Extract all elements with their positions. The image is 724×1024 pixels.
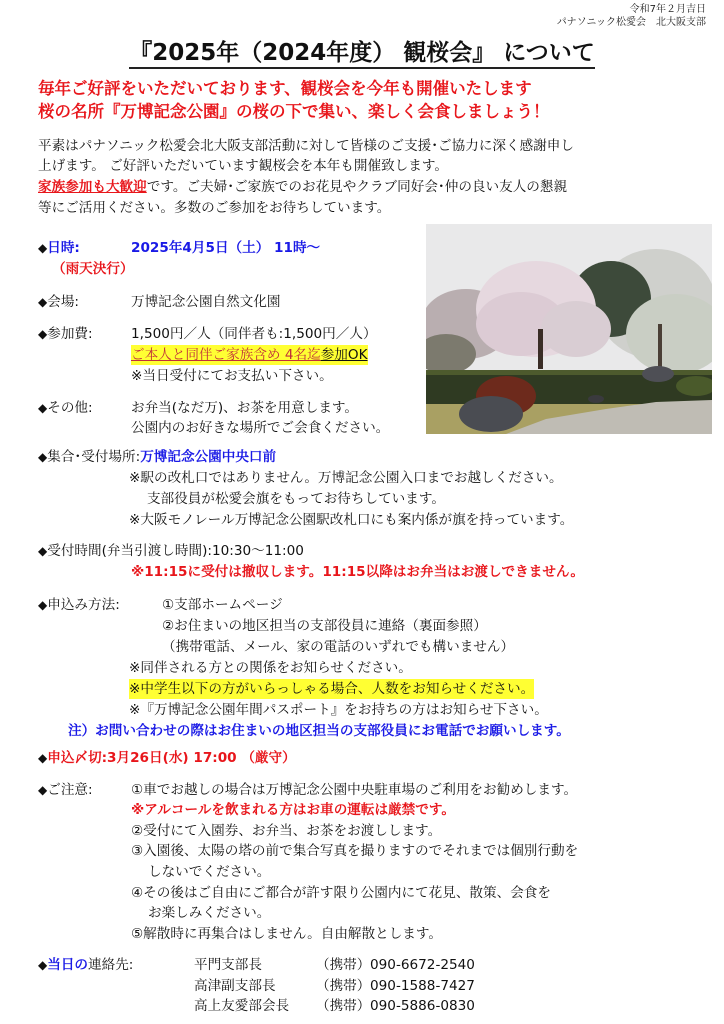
- fee-label-row: ◆参加費:: [38, 326, 93, 342]
- organization-name: パナソニック松愛会 北大阪支部: [556, 17, 706, 28]
- deadline-row: [38, 748, 296, 768]
- contact-type: （携帯）: [316, 978, 371, 994]
- other-line-2: 公園内のお好きな場所でご会食ください。: [131, 420, 390, 436]
- intro-line-2: 上げます。 ご好評いただいています観桜会を本年も開催致します。: [38, 158, 448, 174]
- meeting-place-value: 万博記念公園中央口前: [140, 449, 277, 465]
- intro-line-3: 家族参加も大歓迎です。ご夫婦･ご家族でのお花見やクラブ同好会･仲の良い友人の懇親: [38, 179, 568, 195]
- contact-type: （携帯）: [316, 957, 371, 973]
- lead-line-1: 毎年ご好評をいただいております、観桜会を今年も開催いたします: [38, 79, 532, 98]
- intro-line-1: 平素はパナソニック松愛会北大阪支部活動に対して皆様のご支援･ご協力に深く感謝申し: [38, 138, 574, 154]
- venue-label-row: ◆会場:: [38, 294, 80, 310]
- reception-time-value: 10:30～11:00: [211, 543, 304, 559]
- lead-line-2: 桜の名所『万博記念公園』の桜の下で集い、楽しく会食しましょう！: [38, 102, 550, 121]
- notice-item-3-cont: しないでください。: [148, 864, 271, 880]
- deadline-text: 申込〆切:3月26日(水) 17:00 （厳守）: [47, 750, 296, 766]
- fee-family-limit-highlight: ご本人と同伴ご家族含め 4名迄参加OK: [131, 347, 368, 363]
- fee-payment-note: ※当日受付にてお支払い下さい。: [131, 368, 333, 384]
- reception-cutoff-note: ※11:15に受付は撤収します。11:15以降はお弁当はお渡しできません。: [131, 564, 584, 580]
- notice-item-3: ③入園後、太陽の塔の前で集合写真を撮りますのでそれまでは個別行動を: [131, 843, 579, 859]
- contact-role: 平門支部長: [194, 957, 262, 973]
- page-title: 『2025年（2024年度） 観桜会』 について: [0, 34, 724, 67]
- other-label-row: ◆その他:: [38, 400, 93, 416]
- diamond-bullet-icon: ◆: [38, 783, 48, 797]
- contact-label-row: ◆当日の連絡先:: [38, 957, 134, 973]
- contact-role: 高津副支部長: [194, 978, 276, 994]
- other-line-1: お弁当(なだ万)、お茶を用意します。: [131, 400, 359, 416]
- contact-phone: 090-6672-2540: [370, 957, 475, 973]
- apply-method-2-note: （携帯電話、メール、家の電話のいずれでも構いません）: [162, 639, 515, 655]
- inquiry-caution: 注）お問い合わせの際はお住まいの地区担当の支部役員にお電話でお願いします。: [68, 723, 570, 739]
- diamond-bullet-icon: ◆: [38, 751, 48, 765]
- rain-note: （雨天決行）: [52, 261, 134, 277]
- contact-phone: 090-5886-0830: [370, 998, 475, 1014]
- diamond-bullet-icon: ◆: [38, 544, 48, 558]
- venue-value: 万博記念公園自然文化園: [131, 294, 281, 310]
- meeting-note-3: ※大阪モノレール万博記念公園駅改札口にも案内係が旗を持っています。: [129, 512, 574, 528]
- family-welcome-highlight: 家族参加も大歓迎: [38, 179, 147, 195]
- apply-method-1: ①支部ホームページ: [162, 597, 283, 613]
- apply-method-2: ②お住まいの地区担当の支部役員に連絡（裏面参照）: [162, 618, 487, 634]
- meeting-note-2: 支部役員が松愛会旗をもってお待ちしています。: [147, 491, 445, 507]
- cherry-blossom-photo: [426, 224, 712, 434]
- notice-item-5: ⑤解散時に再集合はしません。自由解散とします。: [131, 926, 442, 942]
- notice-item-4-cont: お楽しみください。: [148, 905, 271, 921]
- diamond-bullet-icon: ◆: [38, 958, 48, 972]
- diamond-bullet-icon: ◆: [38, 295, 48, 309]
- diamond-bullet-icon: ◆: [38, 401, 48, 415]
- datetime-row: [38, 238, 80, 258]
- datetime-label: 日時:: [47, 240, 80, 256]
- apply-note-2-highlight: ※中学生以下の方がいらっしゃる場合、人数をお知らせください。: [129, 681, 535, 697]
- meeting-note-1: ※駅の改札口ではありません。万博記念公園入口までお越しください。: [129, 470, 563, 486]
- issue-date: 令和7年２月吉日: [629, 4, 706, 15]
- datetime-value: 2025年4月5日（土） 11時～: [131, 240, 321, 256]
- diamond-bullet-icon: ◆: [38, 241, 48, 255]
- apply-note-1: ※同伴される方との関係をお知らせください。: [129, 660, 412, 676]
- intro-line-4: 等にご活用ください。多数のご参加をお待ちしています。: [38, 200, 391, 216]
- alcohol-warning: ※アルコールを飲まれる方はお車の運転は厳禁です。: [131, 802, 455, 818]
- notice-label-row: ◆ご注意:: [38, 782, 93, 798]
- contact-phone: 090-1588-7427: [370, 978, 475, 994]
- diamond-bullet-icon: ◆: [38, 598, 48, 612]
- diamond-bullet-icon: ◆: [38, 450, 48, 464]
- reception-row: ◆受付時間(弁当引渡し時間):10:30～11:00: [38, 543, 304, 559]
- contact-role: 高上友愛部会長: [194, 998, 290, 1014]
- apply-note-3: ※『万博記念公園年間パスポート』をお持ちの方はお知らせ下さい。: [129, 702, 548, 718]
- meeting-row: ◆集合･受付場所:万博記念公園中央口前: [38, 449, 277, 465]
- notice-item-2: ②受付にて入園券、お弁当、お茶をお渡しします。: [131, 823, 442, 839]
- apply-label-row: ◆申込み方法:: [38, 597, 120, 613]
- notice-item-4: ④その後はご自由にご都合が許す限り公園内にて花見、散策、会食を: [131, 885, 551, 901]
- contact-type: （携帯）: [316, 998, 371, 1014]
- diamond-bullet-icon: ◆: [38, 327, 48, 341]
- fee-value: 1,500円／人（同伴者も:1,500円／人）: [131, 326, 377, 342]
- notice-item-1: ①車でお越しの場合は万博記念公園中央駐車場のご利用をお勧めします。: [131, 782, 578, 798]
